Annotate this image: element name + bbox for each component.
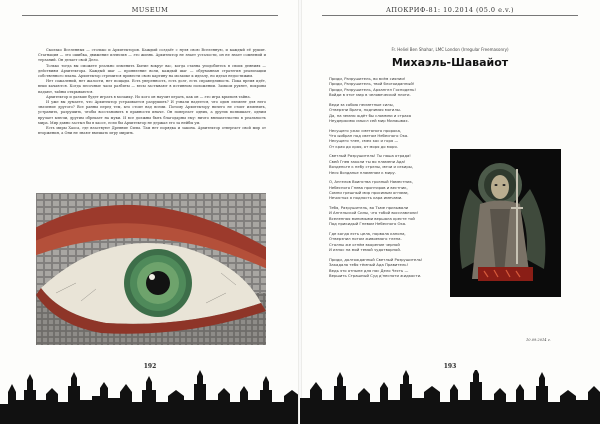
verse-line: Вершить Страшный Суд д'неспоти жидкости. bbox=[329, 272, 422, 278]
eye-mosaic-illustration bbox=[36, 193, 266, 345]
paragraph: Сколько Вселенных — столько и Архитекторов. Каждый создаёт с нуля свою Вселенную, и каждый её рушит. Стагнация — это ошибка, движение иллюзия — это жизнь. Архитектор не знает усталости, он не знает сомнений и терзаний. Он делает свой Дело. bbox=[38, 48, 266, 63]
stanza bbox=[329, 205, 464, 227]
page-number-left: 192 bbox=[143, 363, 157, 370]
archangel-painting bbox=[450, 149, 561, 297]
verse-line: Под прикидый Гневом Небесного Ока. bbox=[329, 221, 407, 227]
verse-line: Неудержимо смысл сей мир Милашвах. bbox=[329, 118, 409, 124]
verse-line: Нечистых я подлость кара имечами. bbox=[329, 195, 403, 201]
header-rule-left bbox=[22, 15, 278, 16]
verse-line: Сомни грешный мир просимым огнями, bbox=[329, 190, 409, 196]
verse-line: Светлый Разрушитель! Ты наша отрада! bbox=[329, 153, 411, 159]
verse-line: От края до края, от моря до моря. bbox=[329, 143, 398, 149]
paragraph: Нет сожалений, нет жалости, нет пощады. Есть уверенность, есть долг, есть справедливость. Пока время идёт, веки качаются. Когда песочные часы разбиты — весы застывают в истинном положении. Замком рухнет, покровы падают, тайны открываются. bbox=[38, 79, 266, 94]
verse-line: Приди, Разрушитель, Архангел Господень! bbox=[329, 86, 416, 92]
stanza bbox=[329, 257, 464, 279]
paragraph: Архитектор и дальше будет играть в мозаику. Но кого он научит играть, как он — это игра крыльев тайна. bbox=[46, 94, 251, 99]
verse-line: Отверзнил потом живоемого тлена. bbox=[329, 236, 402, 242]
verse-line: Войди в этот мир в человеческий плоти. bbox=[329, 92, 411, 98]
running-head-right: АПОКРИФ-81: 10.2014 (05.0 e.v.) bbox=[385, 6, 515, 14]
verse-line: Что ыобран под светом Небесного Ока. bbox=[329, 133, 409, 139]
verse-line: Небесного Гнева пронтиров и вестник, bbox=[329, 184, 408, 190]
city-skyline-silhouette-right bbox=[300, 370, 600, 424]
author-byline: Fr. Heliel Ben Shahar, LMC London (Irregular Freemasonry) bbox=[391, 47, 509, 52]
verse-line: Ведь это отныне для нас Дело Честь — bbox=[329, 267, 409, 273]
eye-mosaic-photo bbox=[36, 193, 266, 345]
paragraph: Только тогда вы сможете реально изменить Бытие вокруг вас, когда станна уподобитесь в своих деяниях — действиям Архитектора. Каждый шаг — проявление воли, каждый шаг — обдуманная стратегия реализации собственного плана. Архитектор стремится привести свою картину на мозаике к идеалу, но идеал недостижим. bbox=[38, 63, 266, 79]
verse-line: Несущего ужас сметаного пророка, bbox=[329, 127, 402, 133]
stanza bbox=[329, 76, 464, 98]
verse-line: Закадала тебя тёмный Ада Правитель! bbox=[329, 262, 409, 268]
verse-line: О, Ангелов Воинства грозный Наместник, bbox=[329, 179, 413, 185]
verse-line: Неся Возданье пламенам к миру. bbox=[329, 169, 396, 175]
verse-line: Приди, Разрушитель, твой блогоиданный! bbox=[329, 81, 415, 87]
verse-line: Веди за собою несметные силы, bbox=[329, 101, 394, 107]
verse-line: Где когда есть цела, порвала канона, bbox=[329, 230, 406, 236]
verse-line: И износ на мой темой чудотворной. bbox=[329, 247, 402, 253]
verse-line: И Ангельской Силы, что тобой восславляли! bbox=[329, 210, 419, 216]
paragraph: И уже вы думаете, что Архитектор устраивается разрушить? И узнали надеется, что один элемент для него значение другого? Все ранны перед тем, кто стоит над всеми. Потому Архитектору ничего не стоит изменить, устранить, разрушить, чтобы восстановить в правности иначе. Он повергает одних, а других возвышает, одним вручает ключи, другим обрекает на муки. И все должны быть благодарны ему: ничто внешательство в реальность мира. Мир давно застыл бы в хаосе, если бы Архитектор не держал его за нейбы ум. bbox=[38, 100, 266, 125]
paragraph: Есть миры Хаоса, где властвуют Древние Силы. Там нет порядка и закона. Архитектор отвергает свой мир от вторжения, а Они не знают вмешать игру мирить. bbox=[38, 126, 266, 136]
stanza bbox=[329, 153, 464, 175]
stanza bbox=[329, 102, 464, 124]
verse-line: Возденьте к небу стрелы, мечи и секиры, bbox=[329, 164, 413, 170]
verse-line: Отверзни Врата, поднимая могилы. bbox=[329, 107, 401, 113]
verse-line: Свей Гнев заколи ты во пламени Ада! bbox=[329, 158, 406, 164]
poem-date: 10.09.2014 г. bbox=[526, 338, 551, 342]
running-head-left: MUSEUM bbox=[131, 6, 169, 14]
right-page bbox=[300, 0, 600, 424]
archangel-figure-illustration bbox=[450, 149, 561, 297]
verse-line: Столпы же огнём вкорение черной bbox=[329, 241, 400, 247]
poem-title: Михаэль-Шавайот bbox=[391, 56, 509, 69]
verse-line: Приди, Разрушитель, во всём сиянии! bbox=[329, 76, 406, 81]
stanza bbox=[329, 231, 464, 253]
city-skyline-silhouette-left bbox=[0, 370, 300, 424]
page-number-right: 193 bbox=[443, 363, 457, 370]
verse-line: Да, на землю ждёт бы сломмни и страха bbox=[329, 112, 412, 118]
poem-body bbox=[329, 76, 464, 283]
verse-line: Несущего тлен, смех кос и горя — bbox=[329, 138, 399, 144]
verse-line: Приди, долгожданный Светлый Разрушитель! bbox=[329, 256, 423, 262]
verse-line: Тебя, Разрушитель, во Тьме призывали bbox=[329, 205, 409, 211]
stanza bbox=[329, 128, 464, 150]
stanza bbox=[329, 179, 464, 201]
article-body bbox=[38, 48, 266, 136]
verse-line: Вселенная минимыми вершала кресте той bbox=[329, 215, 415, 221]
header-rule-right bbox=[322, 15, 578, 16]
